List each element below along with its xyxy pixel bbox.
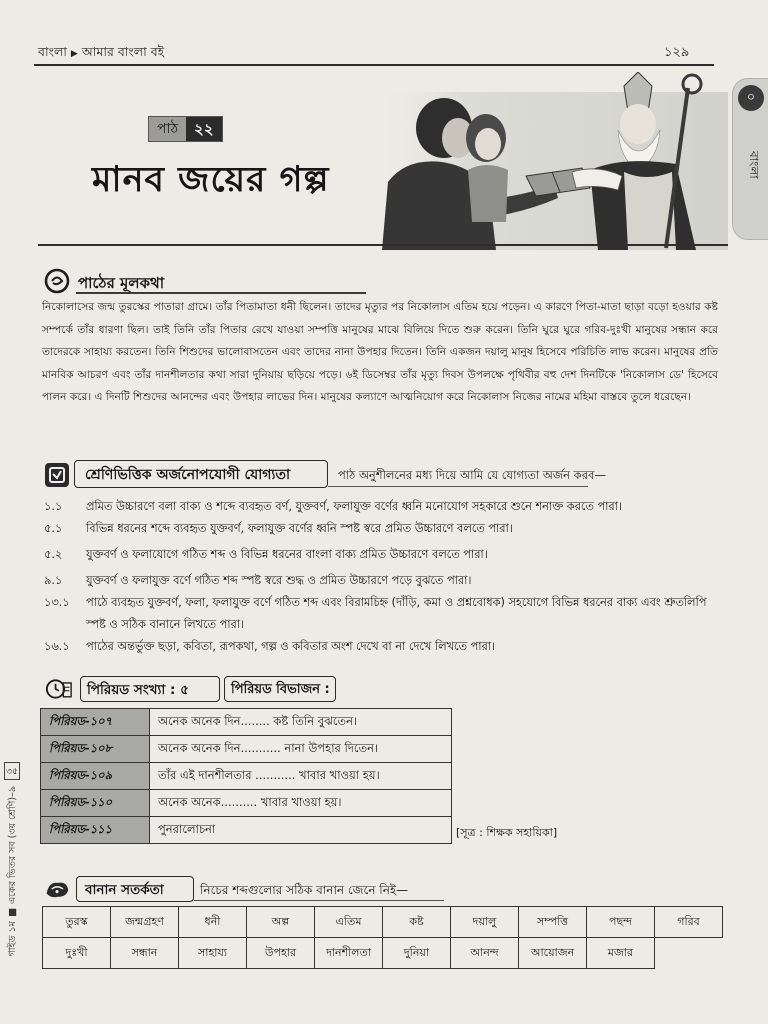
lesson-badge: [148, 116, 223, 142]
competency-note: পাঠ অনুশীলনের মধ্য দিয়ে আমি যে যোগ্যতা অর্জন করব—: [338, 468, 606, 482]
spelling-word: সাহায্য: [179, 938, 247, 969]
breadcrumb-book: বাংলা: [38, 44, 67, 59]
spelling-word: দুনিয়া: [383, 938, 451, 969]
title-rule: [38, 244, 728, 246]
competency-text: বিভিন্ন ধরনের শব্দে ব্যবহৃত যুক্তবর্ণ, ফলাযুক্ত বর্ণের ধ্বনি স্পষ্ট স্বরে প্রমিত উচ্চারণে বলতে পারা।: [86, 522, 513, 535]
spelling-note: নিচের শব্দগুলোর সঠিক বানান জেনে নিই—: [200, 883, 409, 897]
spelling-word: গরিব: [655, 907, 723, 938]
summary-heading-rule: [76, 292, 366, 294]
calendar-clock-icon: [46, 676, 72, 702]
page-number: ১২৯: [664, 45, 690, 60]
footer-page-box: ৩৫: [4, 762, 20, 780]
side-tab-label: বাংলা: [747, 151, 761, 179]
spelling-word: কষ্ট: [383, 907, 451, 938]
side-tab: [732, 78, 768, 240]
competency-code: ৫.১: [44, 522, 63, 535]
source-note: [সূত্র : শিক্ষক সহায়িকা]: [456, 826, 558, 839]
competency-item: [44, 636, 720, 658]
competency-text: যুক্তবর্ণ ও ফলাযোগে গঠিত শব্দ ও বিভিন্ন ধরনের বাংলা বাক্য প্রমিত উচ্চারণে বলতে পারা।: [86, 548, 488, 561]
period-division-label: পিরিয়ড বিভাজন :: [224, 676, 336, 702]
spelling-word: অল্প: [247, 907, 315, 938]
summary-text: নিকোলাসের জন্ম তুরস্কের পাতারা গ্রামে। তাঁর পিতামাতা ধনী ছিলেন। তাদের মৃত্যুর পর নিকোলাস এতিম হয়ে পড়েন। এ কারণে পিতা-মাতা ছাড়া বড়ো হওয়ার কষ্ট সম্পর্কে তাঁর ধারণা ছিল। তাই তিনি তাঁর পিতার রেখে যাওয়া সম্পত্তি মানুষের মাঝে বিলিয়ে দিতে শুরু করেন। তিনি ঘুরে ঘুরে গরিব-দুঃখী মানুষের সন্ধান করে তাদেরকে সাহায্য করতেন। তিনি শিশুদের ভালোবাসতেন এবং তাদের নানা উপহার দিতেন। তিনি একজন দয়ালু মানুষ হিসেবে পরিচিতি লাভ করেন। মানুষের প্রতি মানবিক আচরণ এবং তাঁর দানশীলতার কথা সারা দুনিয়ায় ছড়িয়ে পড়ে। ৬ই ডিসেম্বর তাঁর মৃত্যু দিবস উপলক্ষে পৃথিবীর বহু দেশ দিনটিকে 'নিকোলাস ডে' হিসেবে পালন করে। এ দিনটি শিশুদের আনন্দের এবং উপহার লাভের দিন। মানুষের কল্যাণে আত্মনিয়োগ করে নিকোলাস নিজের নামের মহিমা বাস্তবে তুলে ধরেছেন।: [42, 301, 718, 404]
spelling-word: আয়োজন: [519, 938, 587, 969]
competency-code: ৯.১: [44, 574, 63, 587]
period-id: পিরিয়ড-১১১: [41, 817, 150, 844]
footer-text: গাইড ১ম ■ একের ভিতর সব (৩য় শ্রেণি)–৯: [7, 786, 18, 957]
table-row: [41, 817, 452, 844]
competency-heading: শ্রেণিভিত্তিক অর্জনোপযোগী যোগ্যতা: [74, 460, 328, 488]
period-id: পিরিয়ড-১০৭: [41, 709, 150, 736]
period-content: তাঁর এই দানশীলতার ........... খাবার খাওয়া হয়।: [150, 763, 452, 790]
competency-code: ১৬.১: [44, 640, 70, 653]
spelling-word: সম্পত্তি: [519, 907, 587, 938]
period-content: পুনরালোচনা: [150, 817, 452, 844]
spelling-word: মজার: [587, 938, 655, 969]
spelling-word: সন্ধান: [111, 938, 179, 969]
breadcrumb-arrow-icon: ▶: [70, 49, 78, 59]
summary-heading: পাঠের মূলকথা: [78, 274, 165, 292]
spelling-alert-icon: [44, 876, 70, 902]
spelling-note-rule: [194, 900, 444, 901]
competency-item: [44, 518, 720, 544]
competency-text: পাঠের অন্তর্ভুক্ত ছড়া, কবিতা, রূপকথা, গল্প ও কবিতার অংশ দেখে বা না দেখে লিখতে পারা।: [86, 640, 496, 653]
spelling-word: দানশীলতা: [315, 938, 383, 969]
spelling-word: জন্মগ্রহণ: [111, 907, 179, 938]
competency-text: প্রমিত উচ্চারণে বলা বাক্য ও শব্দে ব্যবহৃত বর্ণ, যুক্তবর্ণ, ফলাযুক্ত বর্ণের ধ্বনি মনোযোগ সহকারে শুনে শনাক্ত করতে পারা।: [86, 500, 622, 513]
competency-item: [44, 570, 720, 592]
table-row: [41, 736, 452, 763]
spelling-word: এতিম: [315, 907, 383, 938]
period-content: অনেক অনেক.......... খাবার খাওয়া হয়।: [150, 790, 452, 817]
lesson-word: পাঠ: [149, 117, 186, 141]
table-row: [41, 709, 452, 736]
breadcrumb: [38, 44, 164, 64]
breadcrumb-book-title: আমার বাংলা বই: [81, 44, 165, 59]
competency-list: [44, 496, 720, 658]
summary-icon: [44, 268, 70, 294]
period-table: [40, 708, 452, 844]
vertical-footer: [4, 762, 20, 992]
lesson-title: মানব জয়ের গল্প: [92, 160, 330, 200]
period-count: পিরিয়ড সংখ্যা : ৫: [80, 676, 220, 702]
competency-code: ১.১: [44, 500, 63, 513]
spelling-word: তুরস্ক: [43, 907, 111, 938]
competency-text: যুক্তবর্ণ ও ফলাযুক্ত বর্ণে গঠিত শব্দ স্পষ্ট স্বরে শুদ্ধ ও প্রমিত উচ্চারণে পড়ে বুঝতে পারা।: [86, 574, 472, 587]
spelling-word: পছন্দ: [587, 907, 655, 938]
table-row: [43, 907, 723, 938]
period-content: অনেক অনেক দিন........ কষ্ট তিনি বুঝতেন।: [150, 709, 452, 736]
table-row: [41, 790, 452, 817]
competency-note-rule: [328, 486, 588, 487]
girl-figure: [466, 114, 508, 222]
competency-code: ১৩.১: [44, 596, 70, 609]
spelling-word: ধনী: [179, 907, 247, 938]
competency-item: [44, 592, 720, 636]
spelling-word: আনন্দ: [451, 938, 519, 969]
spelling-table: [42, 906, 723, 969]
competency-item: [44, 496, 720, 518]
period-id: পিরিয়ড-১০৮: [41, 736, 150, 763]
period-id: পিরিয়ড-১১০: [41, 790, 150, 817]
competency-text: পাঠে ব্যবহৃত যুক্তবর্ণ, ফলা, ফলাযুক্ত বর্ণে গঠিত শব্দ এবং বিরামচিহ্ন (দাঁড়ি, কমা ও প্রশ্নবোধক) সহযোগে বিভিন্ন ধরনের বাক্য এবং শ্রুতলিপি স্পষ্ট ও সঠিক বানানে লিখতে পারা।: [86, 596, 707, 631]
lesson-number: ২২: [186, 117, 222, 141]
spelling-word: উপহার: [247, 938, 315, 969]
competency-code: ৫.২: [44, 548, 63, 561]
period-content: অনেক অনেক দিন........... নানা উপহার দিতেন।: [150, 736, 452, 763]
table-row: [43, 938, 723, 969]
period-id: পিরিয়ড-১০৯: [41, 763, 150, 790]
spelling-word: দুঃখী: [43, 938, 111, 969]
header-rule: [34, 64, 714, 66]
spelling-heading: বানান সতর্কতা: [76, 876, 194, 902]
competency-icon: [44, 462, 70, 488]
spelling-word: দয়ালু: [451, 907, 519, 938]
empty-cell: [655, 938, 723, 969]
side-tab-number: ০: [738, 85, 764, 111]
lesson-illustration: [376, 72, 728, 250]
table-row: [41, 763, 452, 790]
competency-item: [44, 544, 720, 570]
